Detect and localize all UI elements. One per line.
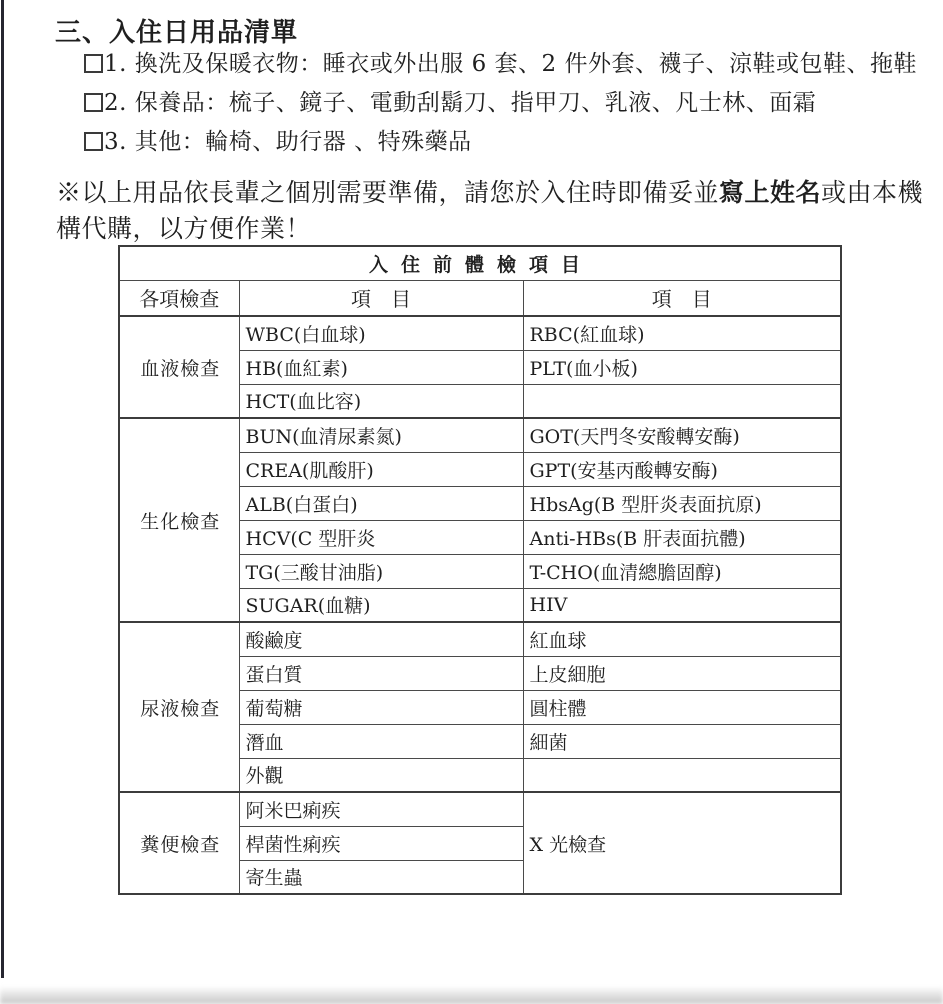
exam-item-cell: 阿米巴痢疾: [239, 792, 523, 826]
exam-item-cell: ALB(白蛋白): [239, 486, 523, 520]
exam-item-cell: 外觀: [239, 758, 523, 792]
exam-table-header-row: [119, 280, 841, 316]
note-paragraph: [56, 175, 941, 247]
exam-item-cell: 紅血球: [523, 622, 841, 656]
checklist: [84, 50, 917, 167]
note-marker: ※: [56, 178, 82, 207]
exam-table-title-row: [119, 246, 841, 280]
exam-item-cell: 潛血: [239, 724, 523, 758]
exam-item-cell: CREA(肌酸肝): [239, 452, 523, 486]
exam-item-cell: [523, 384, 841, 418]
exam-item-cell: HIV: [523, 588, 841, 622]
exam-item-cell: [523, 758, 841, 792]
checklist-item-3: [84, 128, 917, 156]
exam-item-cell: HB(血紅素): [239, 350, 523, 384]
exam-item-cell: 蛋白質: [239, 656, 523, 690]
exam-table: [118, 245, 842, 895]
exam-category-cell: 血液檢查: [119, 316, 239, 418]
checklist-item-label: 1. 換洗及保暖衣物：睡衣或外出服 6 套、2 件外套、襪子、涼鞋或包鞋、拖鞋: [104, 51, 917, 77]
table-row: [119, 792, 841, 826]
scan-edge-line: [1, 0, 4, 978]
exam-item-cell: WBC(白血球): [239, 316, 523, 350]
checkbox-icon[interactable]: [84, 132, 103, 151]
exam-category-cell: 生化檢查: [119, 418, 239, 622]
exam-item-cell: 葡萄糖: [239, 690, 523, 724]
exam-item-cell: 桿菌性痢疾: [239, 826, 523, 860]
col-header-category: 各項檢查: [119, 280, 239, 316]
note-bold-text: 寫上姓名: [719, 178, 822, 207]
exam-item-cell-xray: X 光檢查: [523, 792, 841, 894]
exam-item-cell: GPT(安基丙酸轉安酶): [523, 452, 841, 486]
exam-item-cell: 酸鹼度: [239, 622, 523, 656]
exam-category-cell: 尿液檢查: [119, 622, 239, 792]
scan-bottom-shadow: [0, 986, 943, 1004]
note-text: 或由本機: [821, 178, 924, 207]
checklist-item-label: 3. 其他：輪椅、助行器 、特殊藥品: [104, 129, 472, 155]
col-header-item: 項 目: [523, 280, 841, 316]
note-text: 以上用品依長輩之個別需要準備，請您於入住時即備妥並: [81, 178, 720, 207]
checklist-item-2: [84, 89, 917, 117]
exam-item-cell: 圓柱體: [523, 690, 841, 724]
exam-item-cell: TG(三酸甘油脂): [239, 554, 523, 588]
exam-item-cell: PLT(血小板): [523, 350, 841, 384]
exam-item-cell: GOT(天門冬安酸轉安酶): [523, 418, 841, 452]
table-row: [119, 418, 841, 452]
table-row: [119, 622, 841, 656]
exam-item-cell: 上皮細胞: [523, 656, 841, 690]
exam-item-cell: HCV(C 型肝炎: [239, 520, 523, 554]
table-row: [119, 316, 841, 350]
page-title: 三、入住日用品清單: [55, 18, 299, 48]
exam-item-cell: 寄生蟲: [239, 860, 523, 894]
note-text: 構代購，以方便作業！: [56, 214, 312, 243]
checklist-item-1: [84, 50, 917, 78]
exam-item-cell: Anti-HBs(B 肝表面抗體): [523, 520, 841, 554]
exam-item-cell: BUN(血清尿素氮): [239, 418, 523, 452]
checkbox-icon[interactable]: [84, 54, 103, 73]
exam-item-cell: HCT(血比容): [239, 384, 523, 418]
exam-item-cell: HbsAg(B 型肝炎表面抗原): [523, 486, 841, 520]
checklist-item-label: 2. 保養品：梳子、鏡子、電動刮鬍刀、指甲刀、乳液、凡士林、面霜: [104, 90, 817, 116]
exam-table-title: 入住前體檢項目: [119, 246, 841, 280]
exam-item-cell: SUGAR(血糖): [239, 588, 523, 622]
exam-category-cell: 糞便檢查: [119, 792, 239, 894]
col-header-item: 項 目: [239, 280, 523, 316]
checkbox-icon[interactable]: [84, 93, 103, 112]
exam-item-cell: T-CHO(血清總膽固醇): [523, 554, 841, 588]
exam-item-cell: RBC(紅血球): [523, 316, 841, 350]
exam-item-cell: 細菌: [523, 724, 841, 758]
